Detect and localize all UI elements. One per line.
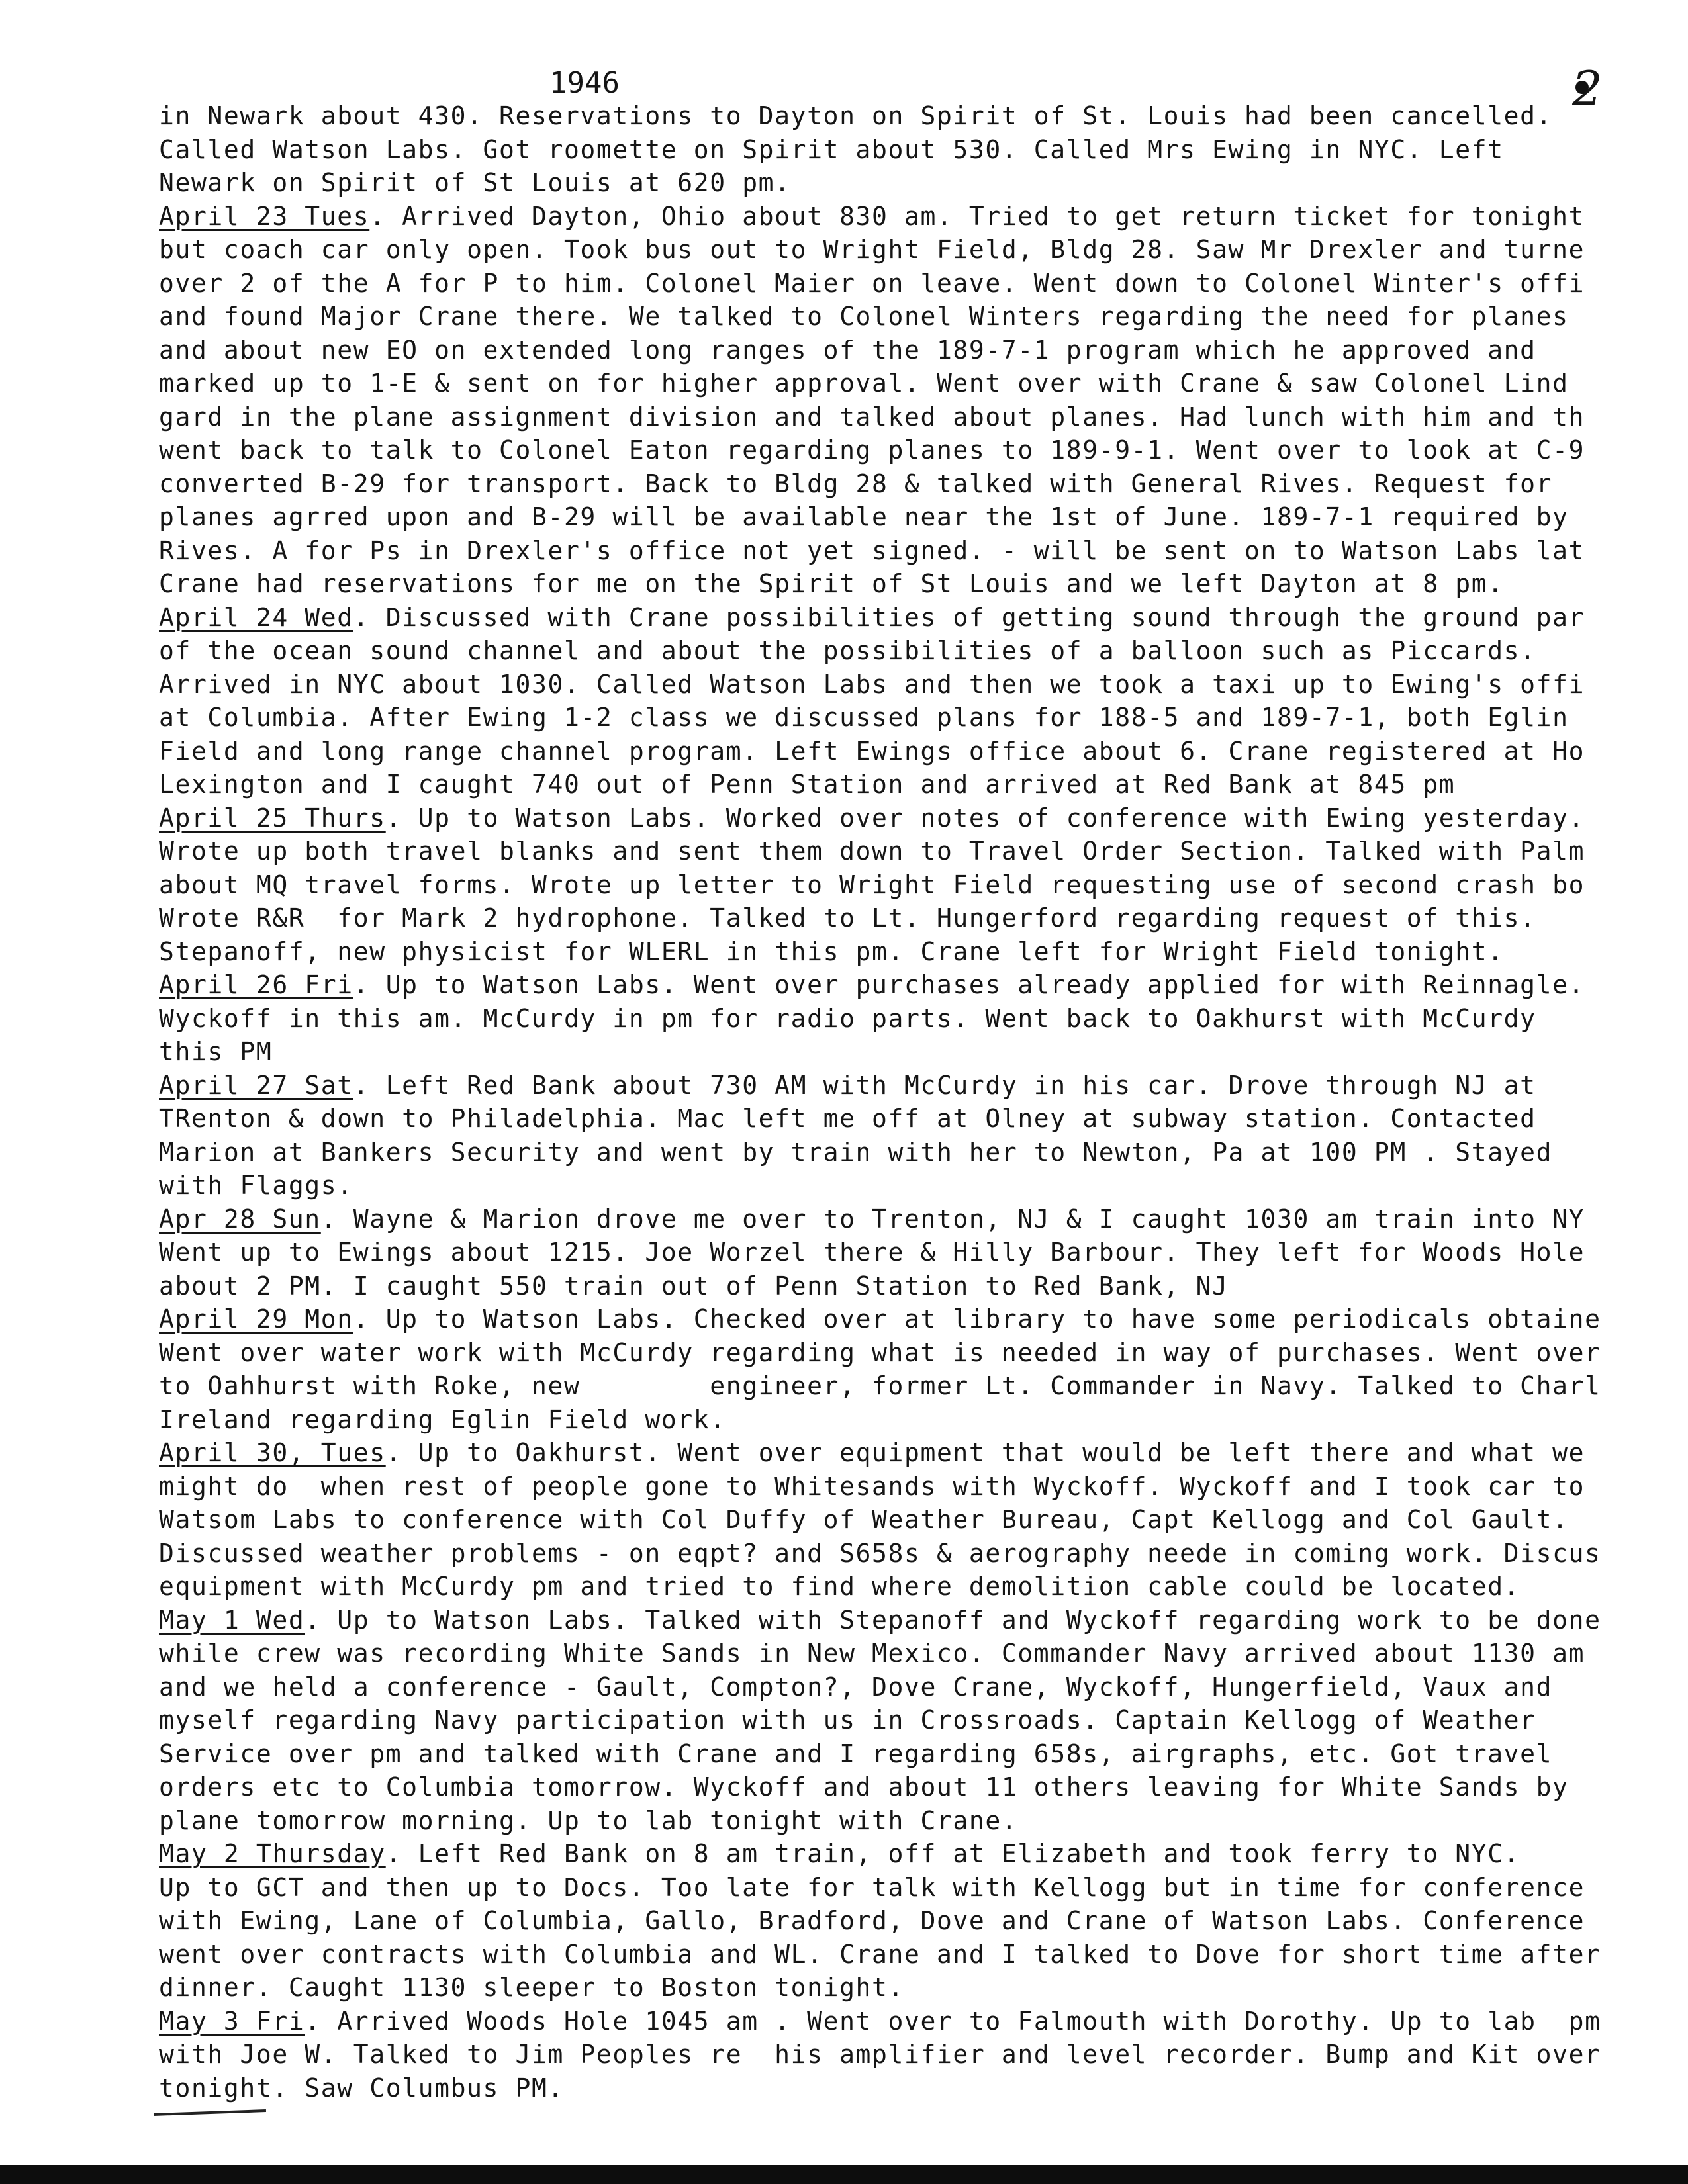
line-text: in Newark about 430. Reservations to Dayton on Spirit of St. Louis had been cancelled. [159,101,1553,130]
line-text: with Ewing, Lane of Columbia, Gallo, Bradford, Dove and Crane of Watson Labs. Conference [159,1906,1585,1935]
line-text: . Up to Watson Labs. Talked with Stepanoff and Wyckoff regarding work to be done [305,1605,1601,1635]
journal-line [159,1637,1681,1670]
entry-date: April 27 Sat [159,1070,353,1100]
line-text: . Up to Oakhurst. Went over equipment that would be left there and what we [385,1438,1585,1467]
journal-line [159,601,1681,635]
journal-line [159,500,1681,534]
journal-line [159,901,1681,935]
line-text: went back to talk to Colonel Eaton regarding planes to 189-9-1. Went over to look at C-9 [159,435,1585,465]
journal-line [159,1136,1681,1169]
journal-line [159,367,1681,400]
line-text: Rives. A for Ps in Drexler's office not yet signed. - will be sent on to Watson Labs lat [159,535,1585,565]
journal-line [159,1871,1681,1905]
line-text: about MQ travel forms. Wrote up letter to Wright Field requesting use of second crash bo [159,870,1585,899]
line-text: while crew was recording White Sands in New Mexico. Commander Navy arrived about 1130 am [159,1639,1585,1668]
line-text: Field and long range channel program. Left Ewings office about 6. Crane registered at Ho [159,736,1585,766]
strike-mark [154,2109,266,2116]
journal-line [159,1770,1681,1804]
entry-date: April 29 Mon [159,1304,353,1334]
journal-line [159,1804,1681,1838]
line-text: tonight. Saw Columbus PM. [159,2073,564,2103]
line-text: and found Major Crane there. We talked to Colonel Winters regarding the need for planes [159,302,1569,331]
journal-line [159,1269,1681,1303]
line-text: converted B-29 for transport. Back to Bldg 28 & talked with General Rives. Request for [159,469,1553,498]
line-text: Went up to Ewings about 1215. Joe Worzel there & Hilly Barbour. They left for Woods Hole [159,1238,1585,1267]
line-text: Wrote up both travel blanks and sent them down to Travel Order Section. Talked with Palm [159,837,1585,866]
journal-line [159,1503,1681,1537]
line-text: . Wayne & Marion drove me over to Trenton, NJ & I caught 1030 am train into NY [320,1204,1585,1234]
journal-line [159,1403,1681,1437]
journal-line [159,1604,1681,1637]
line-text: at Columbia. After Ewing 1-2 class we discussed plans for 188-5 and 189-7-1, both Eglin [159,703,1569,732]
journal-line [159,133,1681,167]
journal-line [159,267,1681,300]
line-text: . Left Red Bank about 730 AM with McCurdy in his car. Drove through NJ at [353,1070,1536,1100]
line-text: . Discussed with Crane possibilities of getting sound through the ground par [353,602,1585,632]
journal-line [159,701,1681,735]
journal-line [159,334,1681,367]
journal-line [159,1837,1681,1871]
line-text: Watsom Labs to conference with Col Duffy of Weather Bureau, Capt Kellogg and Col Gault. [159,1505,1569,1534]
journal-line [159,1169,1681,1203]
journal-line [159,835,1681,868]
journal-line [159,1537,1681,1570]
journal-line [159,2038,1681,2071]
line-text: and we held a conference - Gault, Compton?, Dove Crane, Wyckoff, Hungerfield, Vaux and [159,1672,1553,1702]
journal-line [159,1035,1681,1069]
line-text: might do when rest of people gone to Whitesands with Wyckoff. Wyckoff and I took car to [159,1471,1585,1501]
journal-line [159,968,1681,1002]
journal-line [159,200,1681,234]
line-text: myself regarding Navy participation with us in Crossroads. Captain Kellogg of Weather [159,1706,1536,1735]
journal-line [159,634,1681,668]
line-text: Lexington and I caught 740 out of Penn Station and arrived at Red Bank at 845 pm [159,770,1456,799]
line-text: Arrived in NYC about 1030. Called Watson Labs and then we took a taxi up to Ewing's offi [159,669,1585,699]
journal-line [159,1470,1681,1504]
line-text: this PM [159,1037,273,1066]
line-text: . Left Red Bank on 8 am train, off at Elizabeth and took ferry to NYC. [385,1839,1521,1868]
line-text: Service over pm and talked with Crane and I regarding 658s, airgraphs, etc. Got travel [159,1739,1553,1768]
line-text: orders etc to Columbia tomorrow. Wyckoff and about 11 others leaving for White Sands by [159,1772,1569,1801]
journal-line [159,99,1681,133]
scan-edge [0,2165,1688,2184]
entry-date: May 2 Thursday [159,1839,386,1868]
line-text: gard in the plane assignment division and talked about planes. Had lunch with him and th [159,402,1585,432]
entry-date: May 3 Fri [159,2006,305,2036]
journal-line [159,868,1681,902]
line-text: plane tomorrow morning. Up to lab tonight with Crane. [159,1805,1018,1835]
journal-line [159,2071,1681,2105]
line-text: planes agrred upon and B-29 will be available near the 1st of June. 189-7-1 required by [159,502,1569,531]
journal-line [159,1336,1681,1370]
entry-date: Apr 28 Sun [159,1204,321,1234]
line-text: Wrote R&R for Mark 2 hydrophone. Talked to Lt. Hungerford regarding request of this. [159,903,1536,933]
line-text: to Oahhurst with Roke, new engineer, former Lt. Commander in Navy. Talked to Charl [159,1371,1601,1400]
journal-line [159,735,1681,768]
line-text: over 2 of the A for P to him. Colonel Maier on leave. Went down to Colonel Winter's offi [159,268,1585,298]
line-text: . Up to Watson Labs. Checked over at library to have some periodicals obtaine [353,1304,1601,1334]
journal-line [159,1737,1681,1771]
journal-line [159,1436,1681,1470]
line-text: with Joe W. Talked to Jim Peoples re his amplifier and level recorder. Bump and Kit over [159,2040,1601,2069]
journal-line [159,233,1681,267]
line-text: Wyckoff in this am. McCurdy in pm for radio parts. Went back to Oakhurst with McCurdy [159,1003,1536,1033]
journal-line [159,1570,1681,1604]
journal-line [159,433,1681,467]
line-text: Ireland regarding Eglin Field work. [159,1404,726,1434]
entry-date: April 23 Tues [159,201,370,231]
journal-line [159,1002,1681,1036]
journal-line [159,1369,1681,1403]
line-text: with Flaggs. [159,1171,353,1200]
journal-line [159,567,1681,601]
line-text: Discussed weather problems - on eqpt? and S658s & aerography neede in coming work. Discus [159,1538,1601,1568]
entry-date: April 26 Fri [159,970,353,999]
entry-date: April 30, Tues [159,1438,386,1467]
line-text: went over contracts with Columbia and WL. Crane and I talked to Dove for short time after [159,1939,1601,1969]
line-text: Called Watson Labs. Got roomette on Spirit about 530. Called Mrs Ewing in NYC. Left [159,134,1504,164]
journal-line [159,166,1681,200]
line-text: TRenton & down to Philadelphia. Mac left me off at Olney at subway station. Contacted [159,1104,1536,1133]
line-text: Up to GCT and then up to Docs. Too late for talk with Kellogg but in time for conference [159,1872,1585,1902]
page-year: 1946 [549,66,620,100]
journal-line [159,1904,1681,1938]
line-text: of the ocean sound channel and about the possibilities of a balloon such as Piccards. [159,636,1536,665]
entry-date: April 24 Wed [159,602,353,632]
line-text: Newark on Spirit of St Louis at 620 pm. [159,168,791,197]
line-text: Stepanoff, new physicist for WLERL in this pm. Crane left for Wright Field tonight. [159,936,1504,966]
journal-line [159,300,1681,334]
line-text: marked up to 1-E & sent on for higher approval. Went over with Crane & saw Colonel Lind [159,369,1569,398]
journal-line [159,768,1681,801]
entry-date: May 1 Wed [159,1605,305,1635]
journal-line [159,1203,1681,1236]
line-text: . Up to Watson Labs. Went over purchases already applied for with Reinnagle. [353,970,1585,999]
journal-line [159,1302,1681,1336]
line-text: . Up to Watson Labs. Worked over notes of conference with Ewing yesterday. [385,803,1585,833]
journal-line [159,1102,1681,1136]
line-text: Marion at Bankers Security and went by train with her to Newton, Pa at 100 PM . Stayed [159,1137,1553,1167]
line-text: Crane had reservations for me on the Spirit of St Louis and we left Dayton at 8 pm. [159,569,1504,598]
journal-line [159,935,1681,969]
journal-line [159,1938,1681,1972]
journal-line [159,1971,1681,2005]
journal-line [159,1704,1681,1737]
line-text: and about new EO on extended long ranges of the 189-7-1 program which he approved and [159,335,1536,365]
line-text: equipment with McCurdy pm and tried to find where demolition cable could be located. [159,1572,1521,1601]
journal-line [159,801,1681,835]
journal-line [159,1069,1681,1103]
journal-line [159,1670,1681,1704]
entry-date: April 25 Thurs [159,803,386,833]
line-text: about 2 PM. I caught 550 train out of Penn Station to Red Bank, NJ [159,1271,1229,1300]
journal-line [159,1236,1681,1269]
journal-line [159,467,1681,501]
line-text: . Arrived Woods Hole 1045 am . Went over to Falmouth with Dorothy. Up to lab pm [305,2006,1601,2036]
journal-text [159,99,1681,2105]
journal-line [159,534,1681,568]
line-text: but coach car only open. Took bus out to Wright Field, Bldg 28. Saw Mr Drexler and turne [159,235,1585,264]
journal-line [159,2005,1681,2038]
line-text: Went over water work with McCurdy regarding what is needed in way of purchases. Went over [159,1338,1601,1367]
page-number: 2 [1572,61,1603,116]
journal-line [159,400,1681,434]
journal-line [159,668,1681,702]
line-text: dinner. Caught 1130 sleeper to Boston tonight. [159,1973,904,2002]
line-text: . Arrived Dayton, Ohio about 830 am. Tried to get return ticket for tonight [369,201,1585,231]
